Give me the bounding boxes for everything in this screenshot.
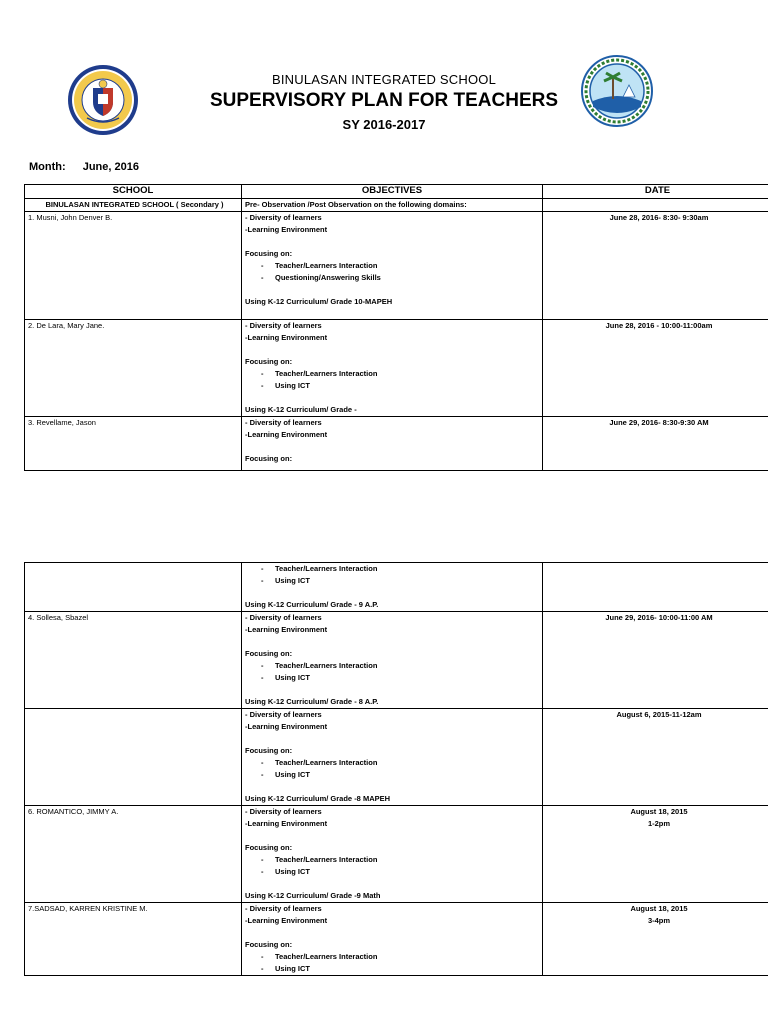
objectives-cell — [242, 417, 543, 471]
focus-item: - Using ICT — [261, 867, 310, 876]
objectives-cell — [242, 612, 543, 709]
subheader-objectives: Pre- Observation /Post Observation on the following domains: — [242, 199, 543, 212]
focus-item: - Teacher/Learners Interaction — [261, 855, 378, 864]
time-line: 1-2pm — [647, 819, 671, 828]
document-header — [0, 0, 768, 150]
objective-environment: -Learning Environment — [245, 430, 328, 439]
teacher-name: 3. Revellame, Jason — [25, 417, 242, 471]
table-row — [25, 612, 768, 709]
supervisory-table-page-2 — [24, 562, 768, 976]
objectives-cell — [242, 212, 543, 320]
objective-diversity: - Diversity of learners — [245, 904, 322, 913]
curriculum-line: Using K-12 Curriculum/ Grade - 9 A.P. — [245, 600, 379, 609]
teacher-name — [25, 563, 242, 612]
objective-environment: -Learning Environment — [245, 625, 328, 634]
observation-date — [543, 903, 768, 976]
teacher-name: 2. De Lara, Mary Jane. — [25, 320, 242, 417]
curriculum-line: Using K-12 Curriculum/ Grade -9 Math — [245, 891, 381, 900]
focus-item: - Teacher/Learners Interaction — [261, 661, 378, 670]
focus-item: - Using ICT — [261, 381, 310, 390]
teacher-name: 7.SADSAD, KARREN KRISTINE M. — [25, 903, 242, 976]
table-row — [25, 806, 768, 903]
page-title: SUPERVISORY PLAN FOR TEACHERS — [209, 90, 559, 111]
observation-date: June 29, 2016- 10:00-11:00 AM — [543, 612, 768, 709]
curriculum-line: Using K-12 Curriculum/ Grade -8 MAPEH — [245, 794, 391, 803]
objective-diversity: - Diversity of learners — [245, 710, 322, 719]
objectives-cell — [242, 903, 543, 976]
teacher-name: 6. ROMANTICO, JIMMY A. — [25, 806, 242, 903]
table-row — [25, 563, 768, 612]
date-line: August 18, 2015 — [630, 904, 688, 913]
table-row — [25, 417, 768, 471]
objectives-cell — [242, 709, 543, 806]
table-subheader-row — [25, 199, 768, 212]
curriculum-line: Using K-12 Curriculum/ Grade - 8 A.P. — [245, 697, 379, 706]
school-year: SY 2016-2017 — [342, 117, 426, 132]
focusing-label: Focusing on: — [245, 649, 293, 658]
objectives-cell — [242, 563, 543, 612]
teacher-name — [25, 709, 242, 806]
teacher-name: 1. Musni, John Denver B. — [25, 212, 242, 320]
observation-date — [543, 806, 768, 903]
objective-diversity: - Diversity of learners — [245, 807, 322, 816]
objective-environment: -Learning Environment — [245, 819, 328, 828]
focus-item: - Using ICT — [261, 770, 310, 779]
subheader-date — [543, 199, 768, 212]
objectives-cell — [242, 806, 543, 903]
teacher-name: 4. Sollesa, Sbazel — [25, 612, 242, 709]
header-school: SCHOOL — [25, 185, 242, 199]
subheader-school: BINULASAN INTEGRATED SCHOOL ( Secondary ) — [25, 199, 242, 212]
observation-date: June 28, 2016 - 10:00-11:00am — [543, 320, 768, 417]
curriculum-line: Using K-12 Curriculum/ Grade - — [245, 405, 357, 414]
observation-date: June 28, 2016- 8:30- 9:30am — [543, 212, 768, 320]
focus-item: - Teacher/Learners Interaction — [261, 369, 378, 378]
objective-diversity: - Diversity of learners — [245, 213, 322, 222]
focus-item: - Teacher/Learners Interaction — [261, 758, 378, 767]
observation-date — [543, 563, 768, 612]
objective-environment: -Learning Environment — [245, 722, 328, 731]
focus-item: - Using ICT — [261, 673, 310, 682]
objective-diversity: - Diversity of learners — [245, 418, 322, 427]
observation-date: June 29, 2016- 8:30-9:30 AM — [543, 417, 768, 471]
table-row — [25, 212, 768, 320]
focus-item: - Using ICT — [261, 964, 310, 973]
focusing-label: Focusing on: — [245, 843, 293, 852]
objective-environment: -Learning Environment — [245, 225, 328, 234]
focus-item: - Questioning/Answering Skills — [261, 273, 381, 282]
objective-diversity: - Diversity of learners — [245, 321, 322, 330]
time-line: 3-4pm — [647, 916, 671, 925]
focusing-label: Focusing on: — [245, 357, 293, 366]
header-date: DATE — [543, 185, 768, 199]
focusing-label: Focusing on: — [245, 746, 293, 755]
month-line — [29, 161, 139, 173]
focusing-label: Focusing on: — [245, 454, 293, 463]
focus-item: - Teacher/Learners Interaction — [261, 261, 378, 270]
table-row — [25, 709, 768, 806]
supervisory-table-page-1 — [24, 184, 768, 471]
table-row — [25, 903, 768, 976]
focusing-label: Focusing on: — [245, 249, 293, 258]
curriculum-line: Using K-12 Curriculum/ Grade 10-MAPEH — [245, 297, 393, 306]
focus-item: - Using ICT — [261, 576, 310, 585]
objective-diversity: - Diversity of learners — [245, 613, 322, 622]
objective-environment: -Learning Environment — [245, 333, 328, 342]
month-value: June, 2016 — [82, 161, 139, 173]
observation-date: August 6, 2015-11-12am — [543, 709, 768, 806]
table-row — [25, 320, 768, 417]
header-objectives: OBJECTIVES — [242, 185, 543, 199]
date-line: August 18, 2015 — [630, 807, 688, 816]
focusing-label: Focusing on: — [245, 940, 293, 949]
month-label: Month: — [29, 161, 66, 173]
focus-item: - Teacher/Learners Interaction — [261, 952, 378, 961]
table-header-row — [25, 185, 768, 199]
objectives-cell — [242, 320, 543, 417]
school-name: BINULASAN INTEGRATED SCHOOL — [271, 72, 497, 87]
objective-environment: -Learning Environment — [245, 916, 328, 925]
focus-item: - Teacher/Learners Interaction — [261, 564, 378, 573]
